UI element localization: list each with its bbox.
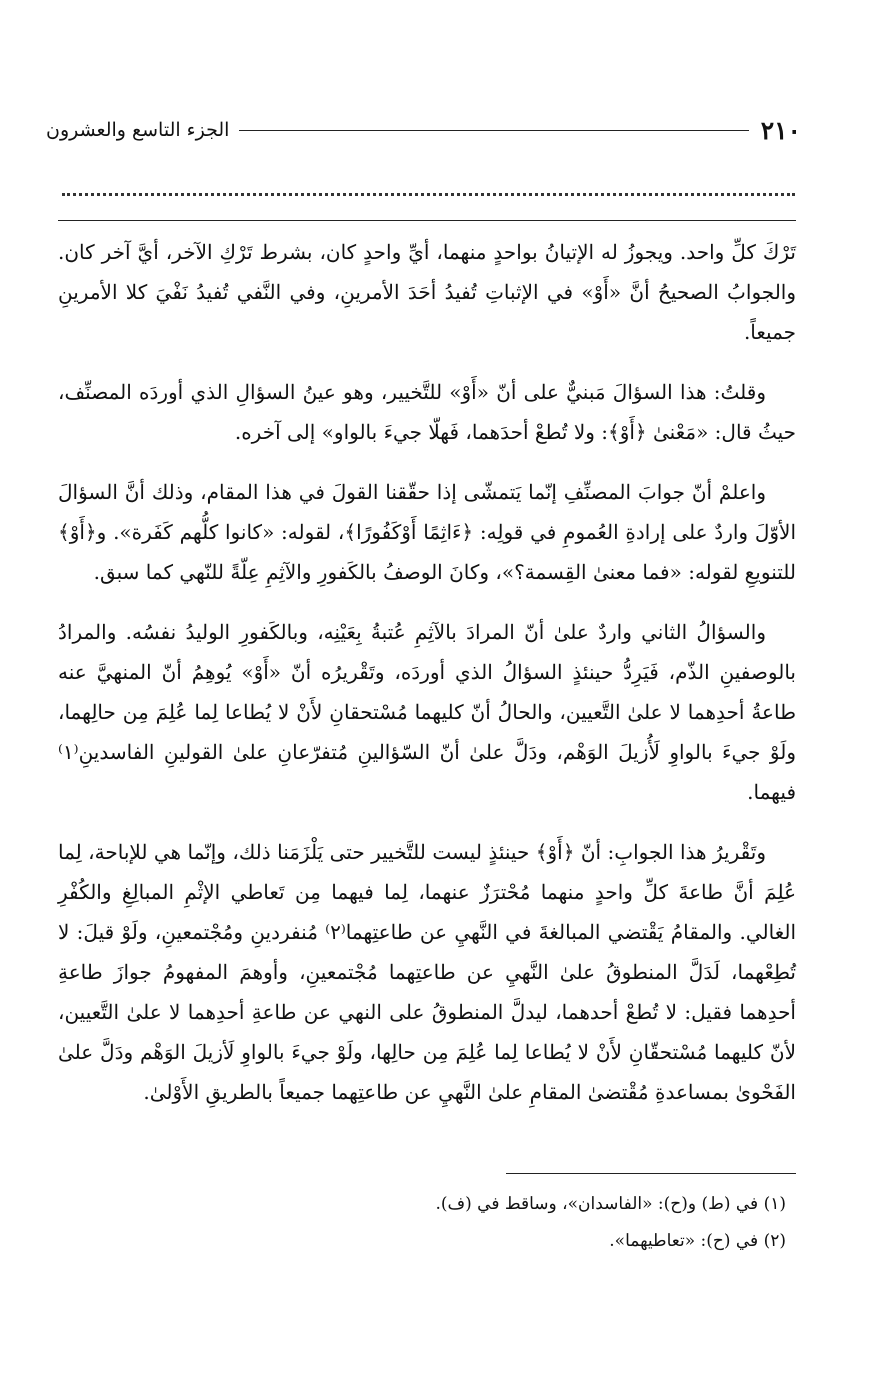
- paragraph: تَرْكَ كلِّ واحد. ويجوزُ له الإتيانُ بواحدٍ منهما، أيِّ واحدٍ كان، بشرط تَرْكِ الآخر، أيَّ آخر كان. والجوابُ الصحيحُ أنَّ «أَوْ» في الإثباتِ تُفيدُ أحَدَ الأمرينِ، وفي النَّفي تُفيدُ نَفْيَ كلا الأمرينِ جميعاً.: [58, 240, 796, 344]
- running-title: الجزء التاسع والعشرون: [46, 119, 230, 141]
- footnote-rule: [506, 1173, 796, 1174]
- paragraph: وقلتُ: هذا السؤالَ مَبنيٌّ على أنّ «أَوْ» للتَّخيير، وهو عينُ السؤالِ الذي أوردَه المصنِّف، حيثُ قال: «مَعْنىٰ ﴿أَوْ﴾: ولا تُطعْ أحدَهما، فَهلّا جيءَ بالواو» إلى آخره.: [58, 380, 796, 444]
- footnotes: [58, 1186, 786, 1260]
- footnote: (٢) في (ح): «تعاطيهما».: [609, 1231, 786, 1251]
- dotted-divider: [62, 193, 795, 196]
- running-header: [46, 112, 801, 148]
- header-rule: [239, 130, 748, 131]
- page-number: ٢١٠: [760, 115, 801, 145]
- main-text: [58, 232, 796, 1132]
- paragraph: واعلمْ أنّ جوابَ المصنِّفِ إنّما يَتمشّى إذا حقّقنا القولَ في هذا المقام، وذلك أنَّ السؤالَ الأوّلَ واردٌ على إرادةِ العُمومِ في قولِه: ﴿ءَاثِمًا أَوْكَفُورًا﴾، لقوله: «كانوا كلُّهم كَفَرة». و﴿أَوْ﴾ للتنويعِ لقوله: «فما معنىٰ القِسمة؟»، وكانَ الوصفُ بالكَفورِ والآثِمِ عِلّةً للنّهي كما سبق.: [58, 480, 796, 584]
- footnote: (١) في (ط) و(ح): «الفاسدان»، وساقط في (ف).: [435, 1194, 786, 1214]
- paragraph: والسؤالُ الثاني واردٌ علىٰ أنّ المرادَ بالآثِمِ عُتبةُ بِعَيْنِه، وبالكَفورِ الوليدُ نفسُه. والمرادُ بالوصفينِ الذّم، فَيَرِدُّ حينئذٍ السؤالُ الذي أوردَه، وتَقْريرُه أنّ «أَوْ» يُوهِمُ أنّ المنهيَّ عنه طاعةُ أحدِهما لا علىٰ التَّعيين، والحالُ أنّ كليهما مُسْتحقانِ لأَنْ لا يُطاعا لِما عُلِمَ مِن حالِهما، ولَوْ جيءَ بالواوِ لَأُزيلَ الوَهْم، ودَلَّ علىٰ أنّ السّؤالينِ مُتفرّعانِ علىٰ القولينِ الفاسدينِ⁽١⁾ فيهما.: [58, 620, 796, 804]
- header-divider: [58, 220, 796, 221]
- paragraph: وتَقْريرُ هذا الجوابِ: أنّ ﴿أَوْ﴾ حينئذٍ ليست للتَّخيير حتى يَلْزَمَنا ذلك، وإنّما هي للإباحة، لِما عُلِمَ أنَّ طاعةَ كلِّ واحدٍ منهما مُحْترَزٌ عنهما، لِما فيهما مِن تَعاطي الإثْمِ المبالِغِ والكُفْرِ الغالي. والمقامُ يَقْتضي المبالغةَ في النَّهيِ عن طاعتِهما⁽٢⁾ مُنفردينِ ومُجْتمعينِ، ولَوْ قيلَ: لا تُطِعْهما، لَدَلَّ المنطوقُ علىٰ النَّهيِ عن طاعتِهما مُجْتمعينِ، وأوهمَ المفهومُ جوازَ طاعةِ أحدِهما فقيل: لا تُطعْ أحدهما، ليدلَّ المنطوقُ على النهي عن طاعةِ أحدِهما لا علىٰ التَّعيين، لأنّ كليهما مُسْتحقّانِ لأَنْ لا يُطاعا لِما عُلِمَ مِن حالِها، ولَوْ جيءَ بالواوِ لَأزيلَ الوَهْم ودَلَّ علىٰ الفَحْوىٰ بمساعدةِ مُقْتضىٰ المقامِ علىٰ النَّهيِ عن طاعتِهما جميعاً بالطريقِ الأَوْلىٰ.: [58, 840, 797, 1104]
